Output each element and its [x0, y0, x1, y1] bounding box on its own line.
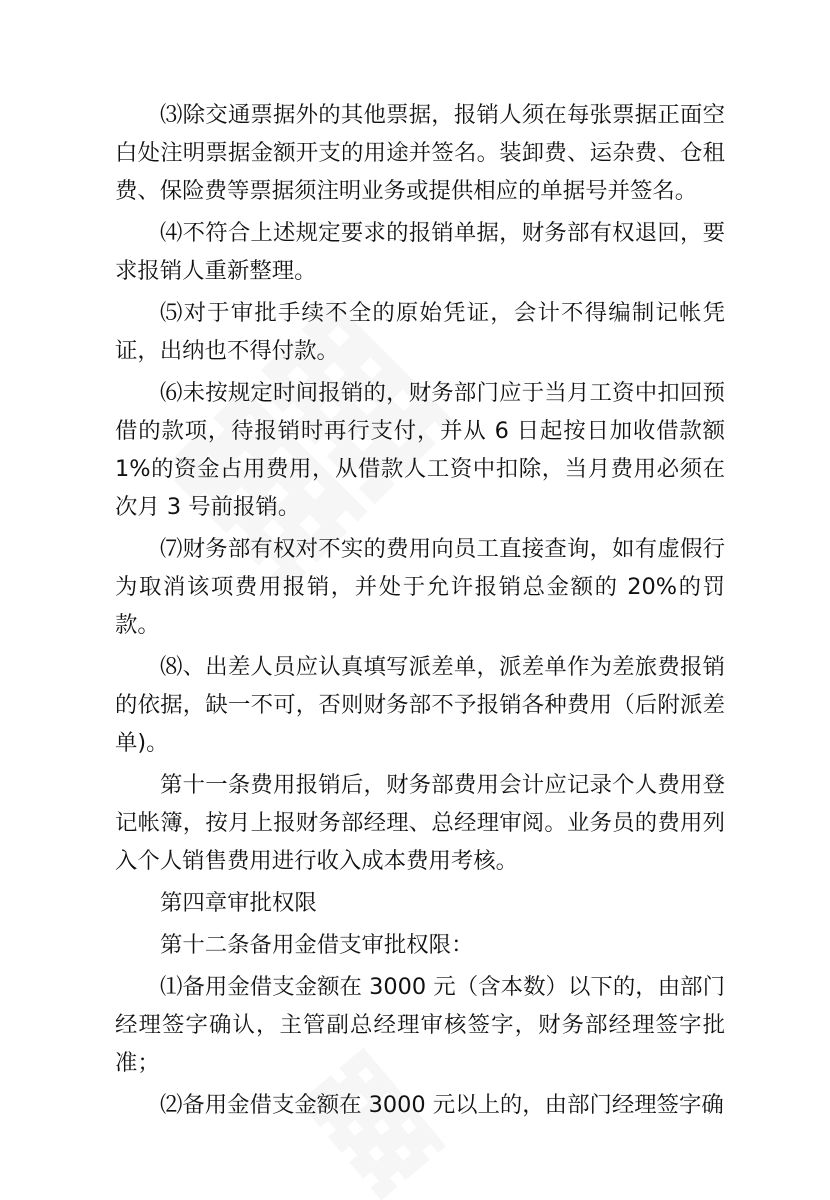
document-body	[115, 96, 725, 1124]
paragraph-approval-above-3000: ⑵备用金借支金额在 3000 元以上的，由部门经理签字确	[160, 1092, 724, 1118]
paragraph-false-expenses: ⑺财务部有权对不实的费用向员工直接查询，如有虚假行为取消该项费用报销，并处于允许报销总金额的 20%的罚款。	[115, 536, 725, 638]
paragraph-incomplete-vouchers: ⑸对于审批手续不全的原始凭证，会计不得编制记帐凭证，出纳也不得付款。	[115, 300, 725, 364]
paragraph-article-11: 第十一条费用报销后，财务部费用会计应记录个人费用登记帐簿，按月上报财务部经理、总经理审阅。业务员的费用列入个人销售费用进行收入成本费用考核。	[115, 772, 725, 874]
chapter-heading: 第四章审批权限	[160, 890, 317, 916]
paragraph-return-documents: ⑷不符合上述规定要求的报销单据，财务部有权退回，要求报销人重新整理。	[115, 220, 725, 284]
paragraph-approval-below-3000: ⑴备用金借支金额在 3000 元（含本数）以下的，由部门经理签字确认，主管副总经理审核签字，财务部经理签字批准；	[115, 974, 725, 1076]
paragraph-late-reimbursement: ⑹未按规定时间报销的，财务部门应于当月工资中扣回预借的款项，待报销时再行支付，并从 6 日起按日加收借款额 1%的资金占用费用，从借款人工资中扣除，当月费用必须在次月 3 号前报销。	[115, 380, 725, 520]
paragraph-receipt-notes: ⑶除交通票据外的其他票据，报销人须在每张票据正面空白处注明票据金额开支的用途并签名。装卸费、运杂费、仓租费、保险费等票据须注明业务或提供相应的单据号并签名。	[115, 102, 725, 204]
paragraph-travel-dispatch: ⑻、出差人员应认真填写派差单，派差单作为差旅费报销的依据，缺一不可，否则财务部不予报销各种费用（后附派差单)。	[115, 654, 725, 756]
paragraph-article-12: 第十二条备用金借支审批权限：	[160, 932, 474, 958]
